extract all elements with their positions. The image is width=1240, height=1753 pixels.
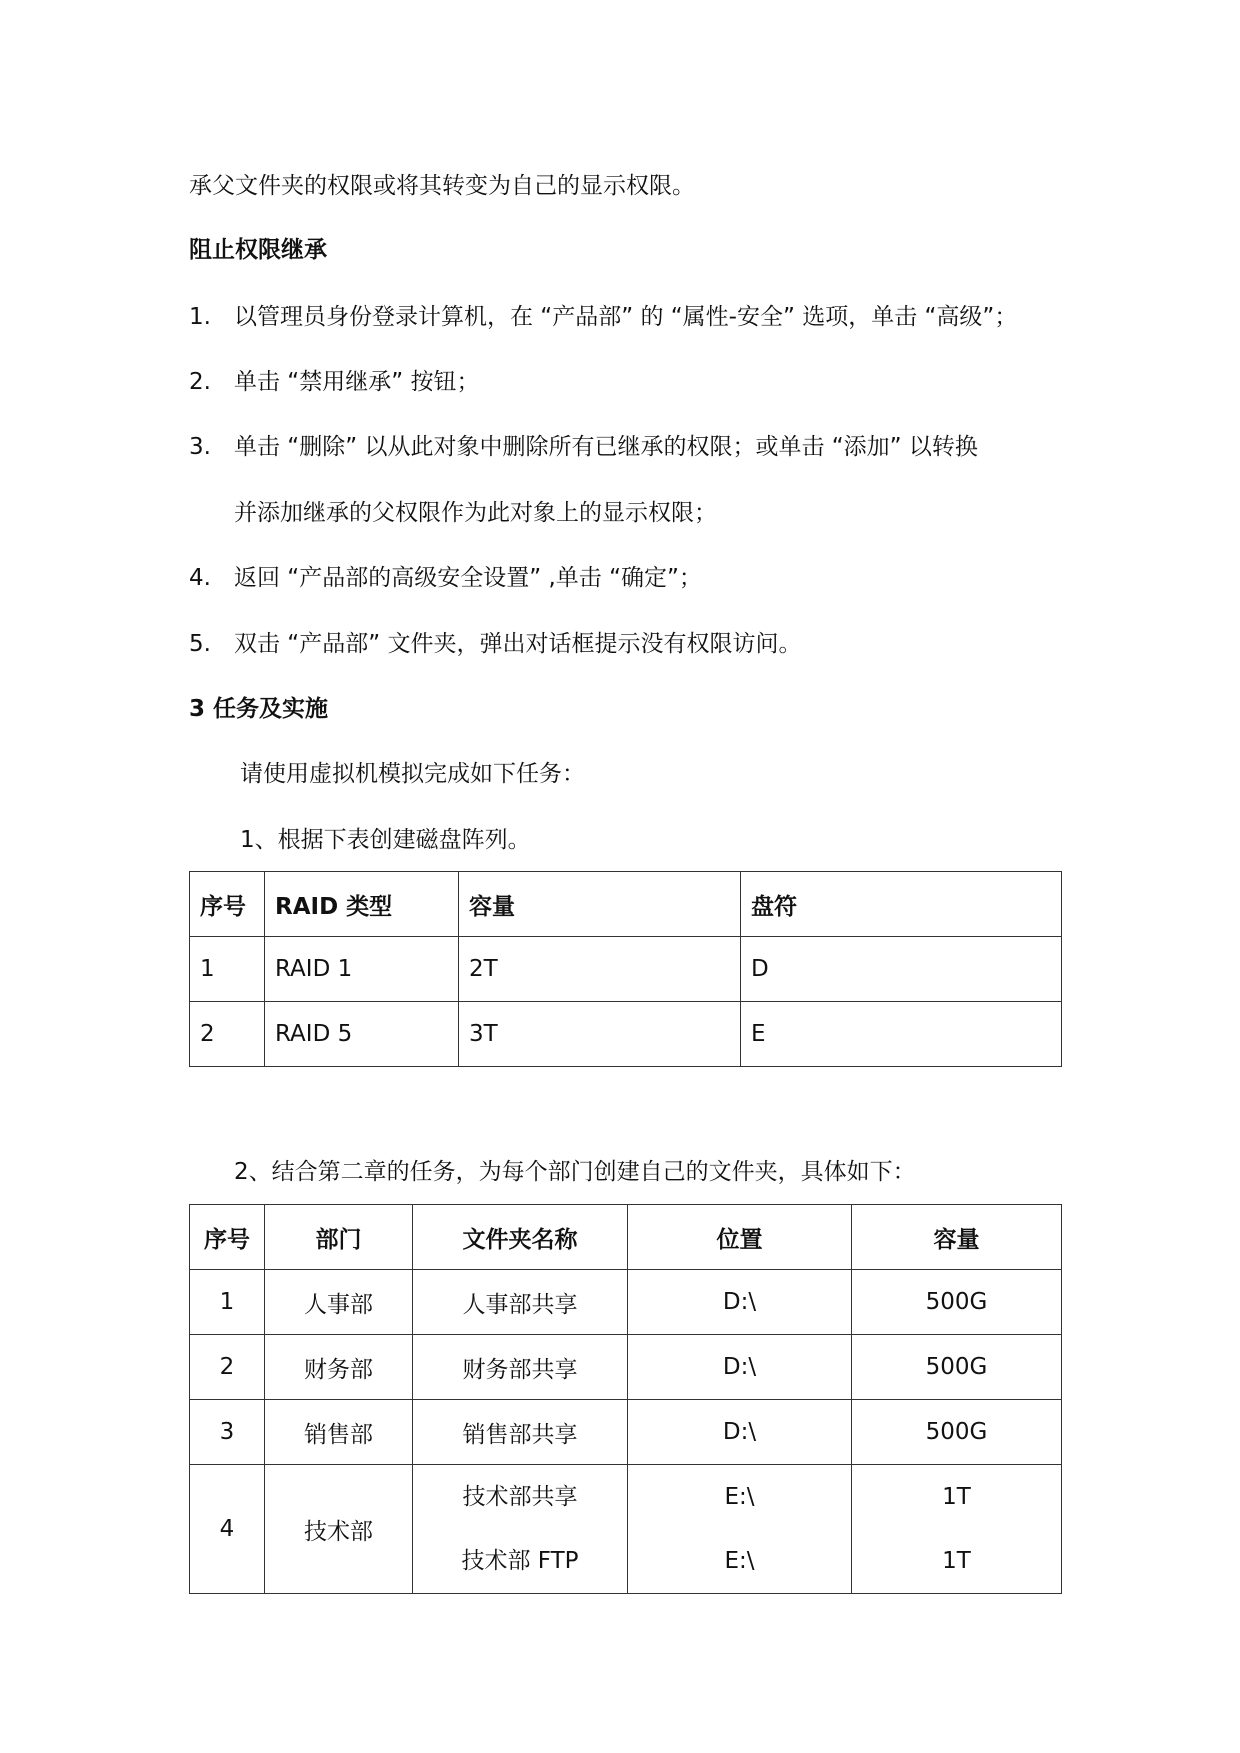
header-cell: 部门 bbox=[265, 1205, 413, 1270]
cell: RAID 5 bbox=[265, 1002, 459, 1067]
header-cell: 文件夹名称 bbox=[413, 1205, 628, 1270]
header-cell: 盘符 bbox=[741, 872, 1062, 937]
section-heading: 3 任务及实施 bbox=[189, 696, 329, 722]
table-row bbox=[190, 1465, 1062, 1594]
step-number: 3. bbox=[189, 434, 211, 460]
cell: 销售部共享 bbox=[413, 1400, 628, 1465]
table-row bbox=[190, 937, 1062, 1002]
cell: 3T bbox=[459, 1002, 741, 1067]
cell: 500G bbox=[852, 1400, 1062, 1465]
cell bbox=[413, 1465, 628, 1594]
cell: D:\ bbox=[628, 1335, 852, 1400]
table-row bbox=[190, 1335, 1062, 1400]
task1-text: 1、根据下表创建磁盘阵列。 bbox=[240, 827, 531, 853]
cell: 财务部共享 bbox=[413, 1335, 628, 1400]
step-text: 返回 “产品部的高级安全设置” ,单击 “确定”； bbox=[234, 565, 702, 591]
intro-text: 请使用虚拟机模拟完成如下任务： bbox=[240, 761, 585, 787]
step-number: 5. bbox=[189, 631, 211, 657]
step-number: 1. bbox=[189, 304, 211, 330]
table-header-row bbox=[190, 872, 1062, 937]
department-folder-table bbox=[189, 1204, 1062, 1594]
size: 1T bbox=[942, 1548, 971, 1574]
header-cell: 序号 bbox=[190, 872, 265, 937]
heading-block-inheritance: 阻止权限继承 bbox=[189, 237, 327, 263]
cell: 2 bbox=[190, 1335, 265, 1400]
header-cell: 序号 bbox=[190, 1205, 265, 1270]
header-cell: 容量 bbox=[852, 1205, 1062, 1270]
cell: E bbox=[741, 1002, 1062, 1067]
cell: 技术部 bbox=[265, 1465, 413, 1594]
cell: 1 bbox=[190, 1270, 265, 1335]
step-text-continued: 并添加继承的父权限作为此对象上的显示权限； bbox=[234, 500, 717, 526]
paragraph-continued: 承父文件夹的权限或将其转变为自己的显示权限。 bbox=[189, 173, 695, 199]
cell: 财务部 bbox=[265, 1335, 413, 1400]
header-cell: 位置 bbox=[628, 1205, 852, 1270]
cell: 500G bbox=[852, 1335, 1062, 1400]
step-text: 双击 “产品部” 文件夹，弹出对话框提示没有权限访问。 bbox=[234, 631, 802, 657]
cell: 销售部 bbox=[265, 1400, 413, 1465]
cell: 人事部 bbox=[265, 1270, 413, 1335]
folder-name: 技术部 FTP bbox=[461, 1548, 579, 1574]
table-row bbox=[190, 1270, 1062, 1335]
cell: 500G bbox=[852, 1270, 1062, 1335]
step-text: 单击 “删除” 以从此对象中删除所有已继承的权限；或单击 “添加” 以转换 bbox=[234, 434, 978, 460]
cell: D bbox=[741, 937, 1062, 1002]
step-text: 单击 “禁用继承” 按钮； bbox=[234, 369, 480, 395]
size: 1T bbox=[942, 1484, 971, 1510]
cell: RAID 1 bbox=[265, 937, 459, 1002]
step-text: 以管理员身份登录计算机，在 “产品部” 的 “属性-安全” 选项，单击 “高级”； bbox=[234, 304, 1018, 330]
location: E:\ bbox=[724, 1484, 755, 1510]
header-cell: 容量 bbox=[459, 872, 741, 937]
header-cell: RAID 类型 bbox=[265, 872, 459, 937]
table-row bbox=[190, 1400, 1062, 1465]
cell: 1 bbox=[190, 937, 265, 1002]
cell: D:\ bbox=[628, 1270, 852, 1335]
cell: 4 bbox=[190, 1465, 265, 1594]
location: E:\ bbox=[724, 1548, 755, 1574]
cell bbox=[852, 1465, 1062, 1594]
cell: 2T bbox=[459, 937, 741, 1002]
table-row bbox=[190, 1002, 1062, 1067]
cell bbox=[628, 1465, 852, 1594]
cell: 人事部共享 bbox=[413, 1270, 628, 1335]
step-number: 2. bbox=[189, 369, 211, 395]
step-number: 4. bbox=[189, 565, 211, 591]
folder-name: 技术部共享 bbox=[462, 1484, 578, 1510]
raid-table bbox=[189, 871, 1062, 1067]
cell: 3 bbox=[190, 1400, 265, 1465]
cell: D:\ bbox=[628, 1400, 852, 1465]
table-header-row bbox=[190, 1205, 1062, 1270]
task2-text: 2、结合第二章的任务，为每个部门创建自己的文件夹，具体如下： bbox=[234, 1159, 916, 1185]
cell: 2 bbox=[190, 1002, 265, 1067]
